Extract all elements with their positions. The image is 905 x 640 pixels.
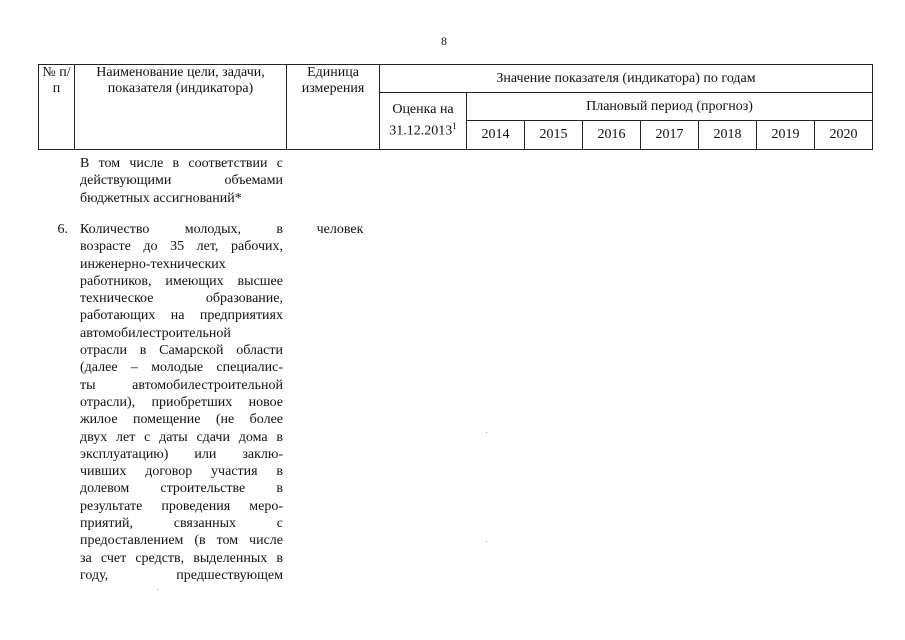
header-year: 2020 (815, 121, 873, 150)
row-text-line: (далее – молодые специалис- (80, 360, 283, 376)
row-text-line: действующими объемами (80, 173, 283, 189)
row-text-line: В том числе в соответствии с (80, 156, 283, 171)
header-name-column: Наименование цели, задачи, показателя (индикатора) (75, 65, 287, 150)
row-text-line: чивших договор участия в (80, 464, 283, 480)
header-estimate-column (380, 93, 467, 150)
row-number: 6. (57, 222, 68, 237)
row-indicator-description (80, 221, 283, 584)
row-text-line: бюджетных ассигнований* (80, 190, 242, 206)
row-text-line: приятий, связанных с (80, 516, 283, 532)
header-year: 2014 (467, 121, 525, 150)
header-year: 2018 (699, 121, 757, 150)
header-year: 2015 (525, 121, 583, 150)
row-text-line: за счет средств, выделенных в (80, 550, 283, 566)
scan-speck (486, 432, 487, 433)
row-text-line: работников, имеющих высшее (80, 273, 283, 289)
row-text-line: году, предшествующем (80, 567, 283, 583)
header-unit-column: Единица измерения (287, 65, 380, 150)
row-budget-note (80, 155, 283, 207)
row-text-line: эксплуатацию) или заклю- (80, 446, 283, 462)
row-text-line: долевом строительстве в (80, 481, 283, 497)
row-text-line: предоставлением (в том числе (80, 533, 283, 549)
row-text-line: жилое помещение (не более (80, 412, 283, 428)
scan-speck (486, 541, 487, 542)
row-text-line: отрасли), приобретших новое (80, 394, 283, 410)
header-year: 2019 (757, 121, 815, 150)
row-text-line: автомобилестроительной (80, 325, 231, 341)
row-text-line: двух лет с даты сдачи дома в (80, 429, 283, 445)
scan-speck (157, 589, 158, 590)
header-values-by-year: Значение показателя (индикатора) по годам (380, 65, 873, 93)
header-estimate-label: Оценка на 31.12.2013 (389, 102, 454, 139)
page-number: 8 (441, 34, 447, 48)
row-text-line: отрасли в Самарской области (80, 343, 283, 359)
row-text-line: техническое образование, (80, 291, 283, 307)
header-estimate-footnote: 1 (452, 121, 457, 132)
header-plan-period: Плановый период (прогноз) (467, 93, 873, 121)
row-text-line: инженерно-технических (80, 256, 226, 272)
header-number-column: № п/п (39, 65, 75, 150)
row-text-line: возрасте до 35 лет, рабочих, (80, 239, 283, 255)
indicator-table-header (38, 64, 873, 150)
row-text-line: работающих на предприятиях (80, 308, 283, 324)
header-year: 2016 (583, 121, 641, 150)
row-text-line: ты автомобилестроительной (80, 377, 283, 393)
row-text-line: результате проведения меро- (80, 498, 283, 514)
header-year: 2017 (641, 121, 699, 150)
row-unit: человек (316, 222, 364, 237)
row-text-line: Количество молодых, в (80, 222, 283, 237)
